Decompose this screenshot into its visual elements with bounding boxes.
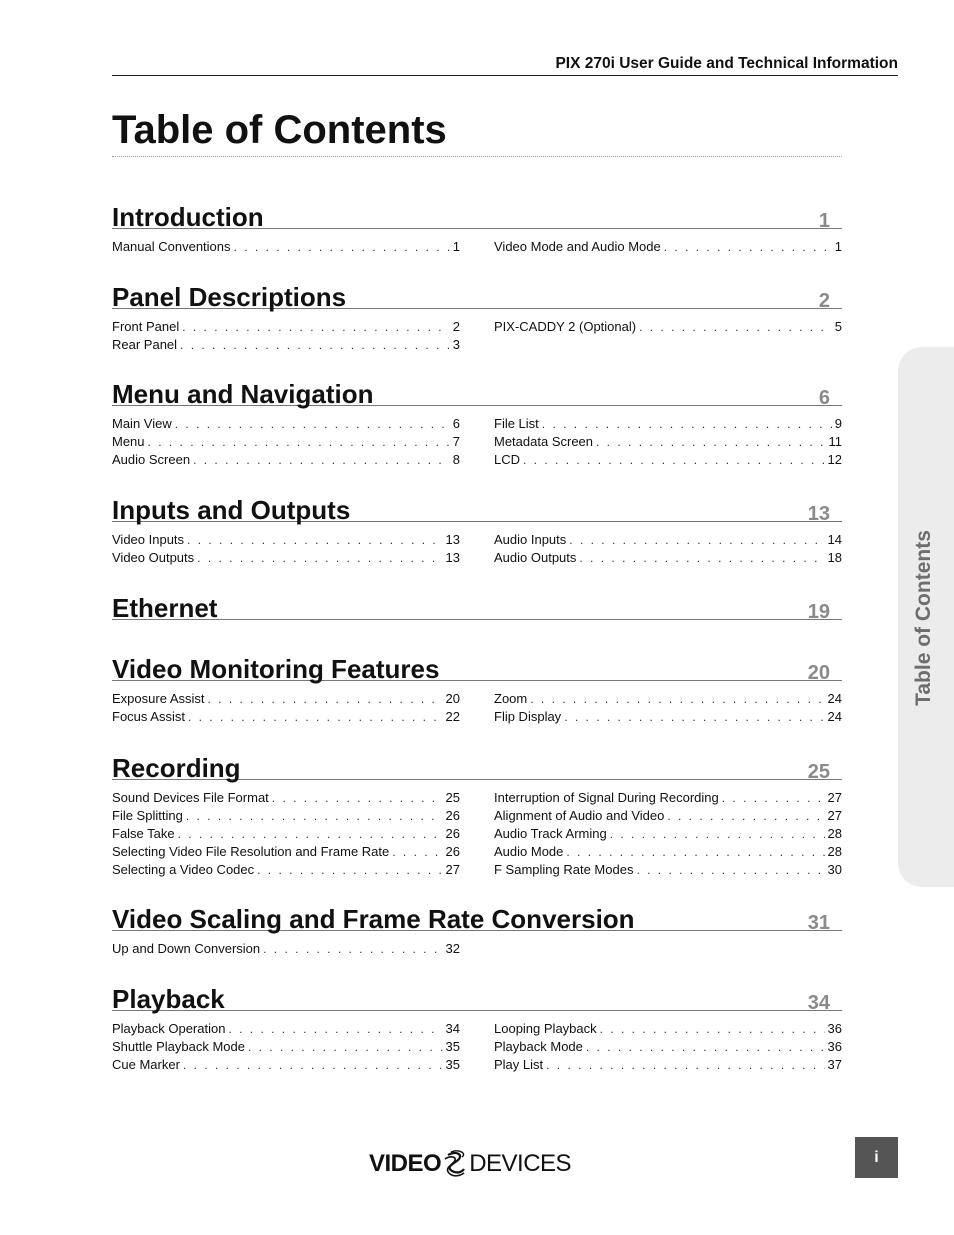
toc-section xyxy=(112,588,842,623)
toc-entry-page: 1 xyxy=(452,239,460,254)
toc-entry-label: Playback Mode xyxy=(494,1039,583,1054)
toc-leader-dots xyxy=(639,318,832,336)
toc-entry[interactable] xyxy=(494,549,842,567)
toc-entry[interactable] xyxy=(112,843,460,861)
toc-leader-dots xyxy=(569,531,824,549)
toc-entry-label: Video Outputs xyxy=(112,550,195,565)
toc-leader-dots xyxy=(208,690,443,708)
toc-entry[interactable] xyxy=(112,238,460,256)
toc-entry-page: 30 xyxy=(827,862,842,877)
toc-column-right xyxy=(494,318,842,354)
toc-leader-dots xyxy=(193,451,450,469)
toc-leader-dots xyxy=(523,451,825,469)
toc-section-heading[interactable] xyxy=(112,490,842,525)
toc-column-right xyxy=(494,690,842,726)
toc-section xyxy=(112,979,842,1074)
toc-entry-page: 3 xyxy=(452,337,460,352)
toc-entry-label: Flip Display xyxy=(494,709,562,724)
toc-entry-label: Alignment of Audio and Video xyxy=(494,808,665,823)
toc-leader-dots xyxy=(667,807,824,825)
toc-section xyxy=(112,899,842,958)
toc-entry-page: 13 xyxy=(445,550,460,565)
toc-entry-page: 37 xyxy=(827,1057,842,1072)
toc-entry[interactable] xyxy=(494,825,842,843)
page-title: Table of Contents xyxy=(112,106,842,157)
toc-entry-page: 7 xyxy=(452,434,460,449)
toc-entry[interactable] xyxy=(494,861,842,879)
toc-section-page: 25 xyxy=(807,761,830,783)
toc-entry[interactable] xyxy=(112,549,460,567)
toc-column-right xyxy=(494,789,842,879)
toc-entry-label: Audio Track Arming xyxy=(494,826,607,841)
toc-entry[interactable] xyxy=(112,451,460,469)
toc-entry-label: Sound Devices File Format xyxy=(112,790,269,805)
toc-section-page: 31 xyxy=(807,912,830,934)
toc-entry-page: 27 xyxy=(827,808,842,823)
toc-entry-page: 5 xyxy=(834,319,842,334)
toc-leader-dots xyxy=(546,1056,824,1074)
toc-leader-dots xyxy=(586,1038,825,1056)
toc-entry-label: Cue Marker xyxy=(112,1057,180,1072)
toc-entry-label: File List xyxy=(494,416,539,431)
toc-entry-label: Audio Outputs xyxy=(494,550,577,565)
toc-entry[interactable] xyxy=(494,843,842,861)
toc-entry[interactable] xyxy=(112,1038,460,1056)
toc-section-heading[interactable] xyxy=(112,197,842,232)
running-header xyxy=(112,53,898,76)
toc-section-page: 1 xyxy=(818,210,830,232)
toc-entry[interactable] xyxy=(494,807,842,825)
toc-section-title: Ethernet xyxy=(112,593,218,623)
toc-entry-label: Main View xyxy=(112,416,172,431)
toc-entry-page: 36 xyxy=(827,1039,842,1054)
toc-leader-dots xyxy=(636,861,824,879)
toc-entries xyxy=(112,940,842,958)
toc-entry[interactable] xyxy=(494,433,842,451)
toc-entry-page: 32 xyxy=(445,941,460,956)
toc-section xyxy=(112,748,842,879)
toc-column-left xyxy=(112,318,460,354)
swirl-logo-icon xyxy=(442,1149,468,1179)
toc-entry-label: Selecting Video File Resolution and Frame Rate xyxy=(112,844,390,859)
toc-section-page: 2 xyxy=(818,290,830,312)
toc-entries xyxy=(112,238,842,256)
toc-entry-page: 2 xyxy=(452,319,460,334)
toc-entry-label: Looping Playback xyxy=(494,1021,597,1036)
toc-column-right xyxy=(494,940,842,958)
toc-leader-dots xyxy=(234,238,450,256)
toc-column-left xyxy=(112,789,460,879)
toc-entry-label: Exposure Assist xyxy=(112,691,205,706)
toc-entry[interactable] xyxy=(494,708,842,726)
toc-entry-page: 1 xyxy=(834,239,842,254)
toc-entry[interactable] xyxy=(112,336,460,354)
toc-entry-page: 26 xyxy=(445,844,460,859)
toc-leader-dots xyxy=(182,318,450,336)
toc-entry-label: Menu xyxy=(112,434,145,449)
toc-leader-dots xyxy=(263,940,442,958)
toc-entry-page: 14 xyxy=(827,532,842,547)
toc-entry-page: 12 xyxy=(827,452,842,467)
toc-entry-page: 28 xyxy=(827,826,842,841)
toc-entry[interactable] xyxy=(112,1020,460,1038)
toc-section-heading[interactable] xyxy=(112,277,842,312)
toc-entry-label: False Take xyxy=(112,826,175,841)
toc-entry-label: Play List xyxy=(494,1057,544,1072)
toc-leader-dots xyxy=(183,1056,443,1074)
toc-entry[interactable] xyxy=(112,825,460,843)
toc-entries xyxy=(112,789,842,879)
toc-section-page: 19 xyxy=(807,601,830,623)
toc-entry-page: 27 xyxy=(827,790,842,805)
toc-entry[interactable] xyxy=(112,861,460,879)
toc-entry-page: 13 xyxy=(445,532,460,547)
toc-entry-page: 11 xyxy=(828,434,842,449)
toc-entry-label: Zoom xyxy=(494,691,528,706)
toc-entry-label: Manual Conventions xyxy=(112,239,231,254)
toc-section-title: Menu and Navigation xyxy=(112,379,374,409)
toc-entry[interactable] xyxy=(112,531,460,549)
toc-section xyxy=(112,490,842,567)
toc-entry-page: 24 xyxy=(827,691,842,706)
toc-entry-label: Shuttle Playback Mode xyxy=(112,1039,245,1054)
toc-entry[interactable] xyxy=(494,789,842,807)
toc-entry-page: 18 xyxy=(827,550,842,565)
toc-leader-dots xyxy=(392,843,442,861)
toc-section-title: Panel Descriptions xyxy=(112,282,347,312)
toc-entries xyxy=(112,531,842,567)
toc-column-right xyxy=(494,1020,842,1074)
toc-leader-dots xyxy=(248,1038,443,1056)
toc-section xyxy=(112,649,842,726)
toc-section-heading[interactable] xyxy=(112,979,842,1014)
toc-entry-page: 35 xyxy=(445,1039,460,1054)
toc-section-title: Introduction xyxy=(112,202,264,232)
toc-section-heading[interactable] xyxy=(112,374,842,409)
toc-leader-dots xyxy=(175,415,450,433)
toc-section-page: 6 xyxy=(818,387,830,409)
toc-entries xyxy=(112,690,842,726)
toc-entry-label: Playback Operation xyxy=(112,1021,226,1036)
side-tab-label: Table of Contents xyxy=(912,530,935,706)
toc-leader-dots xyxy=(180,336,450,354)
toc-leader-dots xyxy=(197,549,442,567)
toc-entry-page: 20 xyxy=(445,691,460,706)
toc-section-title: Recording xyxy=(112,753,241,783)
toc-section-page: 34 xyxy=(807,992,830,1014)
toc-entry[interactable] xyxy=(494,451,842,469)
toc-entry[interactable] xyxy=(112,940,460,958)
toc-leader-dots xyxy=(148,433,450,451)
toc-entry-page: 25 xyxy=(445,790,460,805)
toc-leader-dots xyxy=(564,708,824,726)
toc-entry-label: Interruption of Signal During Recording xyxy=(494,790,719,805)
toc-leader-dots xyxy=(664,238,832,256)
toc-entry-page: 26 xyxy=(445,808,460,823)
toc-entry-label: Rear Panel xyxy=(112,337,178,352)
toc-leader-dots xyxy=(257,861,442,879)
toc-leader-dots xyxy=(272,789,443,807)
toc-entry-page: 34 xyxy=(445,1021,460,1036)
toc-entry[interactable] xyxy=(112,708,460,726)
toc-entry-page: 24 xyxy=(827,709,842,724)
toc-column-left xyxy=(112,415,460,469)
toc-column-left xyxy=(112,940,460,958)
toc-entry[interactable] xyxy=(112,318,460,336)
page-number-text: i xyxy=(874,1148,879,1166)
toc-entry-label: LCD xyxy=(494,452,521,467)
running-header-title: PIX 270i User Guide and Technical Information xyxy=(555,55,898,72)
toc-entry-page: 6 xyxy=(452,416,460,431)
toc-leader-dots xyxy=(579,549,824,567)
toc-column-left xyxy=(112,690,460,726)
toc-entries xyxy=(112,415,842,469)
toc-section-heading[interactable] xyxy=(112,899,842,934)
toc-entry[interactable] xyxy=(494,415,842,433)
toc-entry-page: 8 xyxy=(452,452,460,467)
toc-section-heading[interactable] xyxy=(112,649,842,684)
toc-leader-dots xyxy=(566,843,824,861)
toc-entry-page: 28 xyxy=(827,844,842,859)
toc-entry-page: 26 xyxy=(445,826,460,841)
toc-entry-label: Front Panel xyxy=(112,319,180,334)
toc-entry-page: 27 xyxy=(445,862,460,877)
logo-word-video: VIDEO xyxy=(369,1150,442,1177)
toc-column-right xyxy=(494,415,842,469)
toc-entry-label: Video Inputs xyxy=(112,532,185,547)
toc-entry-label: PIX-CADDY 2 (Optional) xyxy=(494,319,637,334)
toc-section-page: 20 xyxy=(807,662,830,684)
toc-leader-dots xyxy=(596,433,825,451)
toc-leader-dots xyxy=(542,415,832,433)
toc-entry-page: 35 xyxy=(445,1057,460,1072)
toc-entry[interactable] xyxy=(494,690,842,708)
toc-entry[interactable] xyxy=(112,690,460,708)
toc-entry[interactable] xyxy=(494,1020,842,1038)
toc-entry[interactable] xyxy=(112,789,460,807)
toc-entry[interactable] xyxy=(494,1038,842,1056)
toc-entry-label: Audio Mode xyxy=(494,844,564,859)
toc-entry-label: Metadata Screen xyxy=(494,434,594,449)
toc-leader-dots xyxy=(178,825,443,843)
toc-leader-dots xyxy=(530,690,824,708)
toc-entry[interactable] xyxy=(494,1056,842,1074)
toc-leader-dots xyxy=(600,1020,825,1038)
toc-section-title: Video Scaling and Frame Rate Conversion xyxy=(112,904,635,934)
toc-section-heading[interactable] xyxy=(112,588,842,623)
toc-entry-label: Audio Inputs xyxy=(494,532,567,547)
toc-section-title: Playback xyxy=(112,984,225,1014)
toc-section-page: 13 xyxy=(807,503,830,525)
toc-section xyxy=(112,277,842,354)
toc-section-heading[interactable] xyxy=(112,748,842,783)
toc-entry-label: Focus Assist xyxy=(112,709,185,724)
toc-section-title: Video Monitoring Features xyxy=(112,654,440,684)
toc-column-left xyxy=(112,531,460,567)
toc-leader-dots xyxy=(188,708,443,726)
toc-leader-dots xyxy=(228,1020,442,1038)
toc-section xyxy=(112,197,842,256)
toc-entry-label: F Sampling Rate Modes xyxy=(494,862,634,877)
toc-leader-dots xyxy=(610,825,825,843)
toc-section xyxy=(112,374,842,469)
toc-column-left xyxy=(112,238,460,256)
toc-entry-label: File Splitting xyxy=(112,808,183,823)
toc-entry[interactable] xyxy=(112,433,460,451)
toc-leader-dots xyxy=(187,531,442,549)
page-number xyxy=(855,1137,898,1178)
toc-entry-page: 36 xyxy=(827,1021,842,1036)
toc-column-right xyxy=(494,531,842,567)
toc-column-left xyxy=(112,1020,460,1074)
toc-entry[interactable] xyxy=(494,531,842,549)
toc-leader-dots xyxy=(186,807,443,825)
logo-word-devices: DEVICES xyxy=(469,1150,572,1177)
brand-logo xyxy=(369,1148,571,1180)
toc-entry[interactable] xyxy=(112,1056,460,1074)
toc-entries xyxy=(112,318,842,354)
toc-entry[interactable] xyxy=(112,415,460,433)
toc-entry[interactable] xyxy=(494,318,842,336)
toc-column-right xyxy=(494,238,842,256)
toc-entry-label: Up and Down Conversion xyxy=(112,941,261,956)
toc-section-title: Inputs and Outputs xyxy=(112,495,351,525)
toc-entry-page: 22 xyxy=(445,709,460,724)
toc-entry-label: Video Mode and Audio Mode xyxy=(494,239,661,254)
toc-leader-dots xyxy=(722,789,825,807)
toc-entries xyxy=(112,1020,842,1074)
toc-entry-page: 9 xyxy=(834,416,842,431)
toc-entry-label: Selecting a Video Codec xyxy=(112,862,255,877)
toc-entry-label: Audio Screen xyxy=(112,452,191,467)
toc-entry[interactable] xyxy=(494,238,842,256)
toc-entry[interactable] xyxy=(112,807,460,825)
